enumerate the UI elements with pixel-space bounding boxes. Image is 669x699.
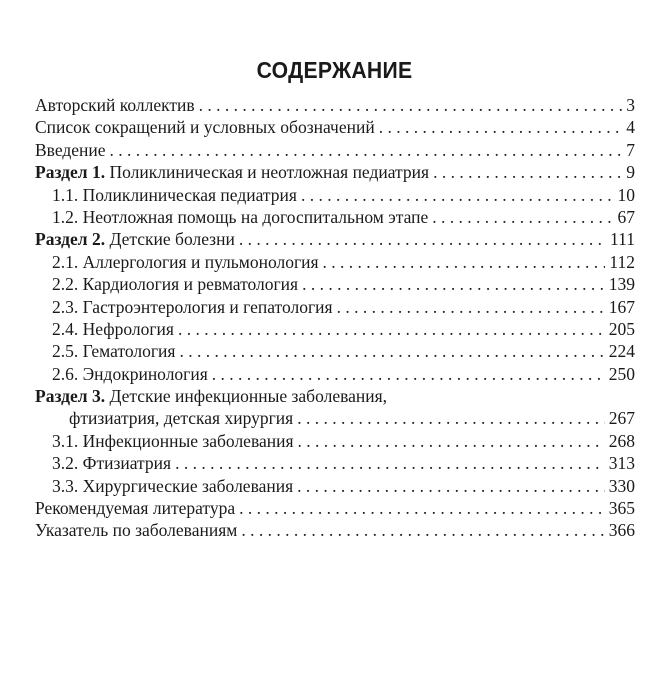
leader-dots — [239, 497, 605, 519]
toc-entry-literature — [35, 497, 635, 519]
toc-entry-2-5 — [35, 340, 635, 362]
toc-entry-label: 2.4. Нефрология — [52, 318, 174, 339]
leader-dots — [178, 318, 605, 340]
toc-entry-authors — [35, 94, 635, 116]
toc-entry-1-1 — [35, 184, 635, 206]
toc-entry-label: 3.1. Инфекционные заболевания — [52, 430, 294, 451]
toc-entry-label: 2.1. Аллергология и пульмонология — [52, 251, 319, 272]
toc-entry-2-6 — [35, 363, 635, 385]
section-prefix: Раздел 2. — [35, 229, 106, 250]
toc-entry-1-2 — [35, 206, 635, 228]
toc-entry-2-1 — [35, 251, 635, 273]
toc-entry-label: Список сокращений и условных обозначений — [35, 117, 375, 138]
leader-dots — [199, 94, 623, 116]
toc-page-number: 7 — [626, 139, 635, 160]
toc-page-number: 365 — [608, 498, 635, 519]
toc-page-number: 366 — [608, 520, 635, 541]
toc-page-number: 139 — [608, 274, 635, 295]
toc-entry-label: 3.2. Фтизиатрия — [52, 453, 172, 474]
toc-section-2 — [35, 228, 635, 250]
leader-dots — [239, 228, 606, 250]
leader-dots — [241, 519, 604, 541]
toc-entry-label: 2.3. Гастроэнтерология и гепатология — [52, 296, 333, 317]
toc-entry-label: Рекомендуемая литература — [35, 498, 236, 519]
toc-page-number: 112 — [609, 251, 635, 272]
toc-section-1 — [35, 161, 635, 183]
toc-entry-label: 2.6. Эндокринология — [52, 363, 208, 384]
toc-entry-label: 1.2. Неотложная помощь на догоспитальном этапе — [52, 206, 429, 227]
toc-page-number: 10 — [617, 184, 635, 205]
toc-entry-label: 2.2. Кардиология и ревматология — [52, 274, 299, 295]
toc-entry-2-2 — [35, 273, 635, 295]
leader-dots — [297, 407, 605, 429]
leader-dots — [323, 251, 606, 273]
toc-page-number: 4 — [626, 117, 635, 138]
toc-entry-2-4 — [35, 318, 635, 340]
toc-entry-label: Раздел 1. Поликлиническая и неотложная педиатрия — [35, 162, 430, 183]
leader-dots — [432, 206, 613, 228]
toc-entry-label: Авторский коллектив — [35, 95, 195, 115]
toc-page-number: 330 — [608, 475, 635, 496]
leader-dots — [179, 340, 604, 362]
toc-entry-index — [35, 519, 635, 541]
toc-entry-label: Введение — [35, 139, 106, 160]
toc-entry-label: 1.1. Поликлиническая педиатрия — [52, 184, 297, 205]
toc-page-number: 224 — [608, 341, 635, 362]
leader-dots — [298, 430, 605, 452]
toc-page-number: 167 — [608, 296, 635, 317]
leader-dots — [337, 296, 605, 318]
toc-entry-label: фтизиатрия, детская хирургия — [69, 408, 294, 429]
toc-entry-label: Раздел 2. Детские болезни — [35, 229, 235, 250]
leader-dots — [175, 452, 605, 474]
toc-section-3-continued — [35, 407, 635, 429]
toc-entry-label: 2.5. Гематология — [52, 341, 176, 362]
toc-entry-3-2 — [35, 452, 635, 474]
toc-entry-abbreviations — [35, 116, 635, 138]
toc-entry-label: Указатель по заболеваниям — [35, 520, 238, 541]
table-of-contents — [35, 94, 635, 542]
leader-dots — [302, 273, 605, 295]
leader-dots — [433, 161, 622, 183]
toc-entry-introduction — [35, 139, 635, 161]
leader-dots — [110, 139, 623, 161]
toc-entry-2-3 — [35, 296, 635, 318]
toc-page-number: 267 — [608, 408, 635, 429]
leader-dots — [212, 363, 605, 385]
leader-dots — [301, 184, 614, 206]
toc-page-number: 9 — [626, 162, 635, 183]
toc-page-number: 111 — [610, 229, 635, 250]
toc-page-number: 313 — [608, 453, 635, 474]
toc-page-number: 268 — [608, 430, 635, 451]
toc-entry-3-1 — [35, 430, 635, 452]
toc-entry-3-3 — [35, 475, 635, 497]
toc-entry-label: Раздел 3. Детские инфекционные заболевания, — [35, 386, 388, 407]
leader-dots — [297, 475, 605, 497]
section-prefix: Раздел 3. — [35, 386, 106, 407]
toc-page-number: 250 — [608, 363, 635, 384]
toc-entry-label: 3.3. Хирургические заболевания — [52, 475, 294, 496]
page-title: СОДЕРЖАНИЕ — [256, 57, 413, 83]
toc-page-number: 205 — [608, 318, 635, 339]
leader-dots — [379, 116, 623, 138]
toc-section-3 — [35, 385, 635, 407]
toc-page-number: 67 — [617, 206, 635, 227]
toc-page-number: 3 — [626, 95, 635, 115]
section-prefix: Раздел 1. — [35, 162, 106, 183]
